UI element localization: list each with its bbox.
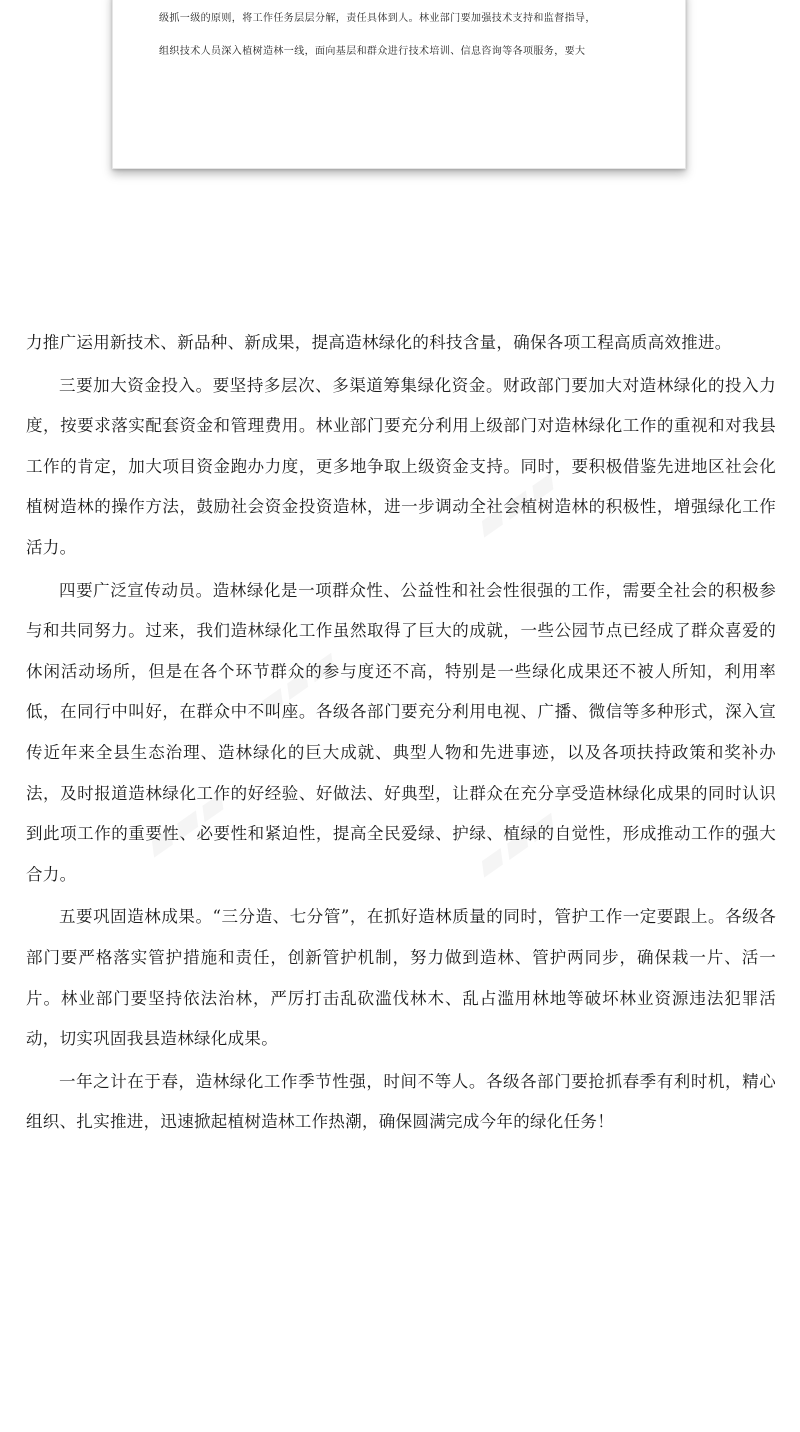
paragraph: 四要广泛宣传动员。造林绿化是一项群众性、公益性和社会性很强的工作，需要全社会的积极参与和共同努力。过来，我们造林绿化工作虽然取得了巨大的成就，一些公园节点已经成了群众喜爱的休闲活动场所，但是在各个环节群众的参与度还不高，特别是一些绿化成果还不被人所知，利用率低，在同行中叫好，在群众中不叫座。各级各部门要充分利用电视、广播、微信等多种形式，深入宣传近年来全县生态治理、造林绿化的巨大成就、典型人物和先进事迹，以及各项扶持政策和奖补办法，及时报道造林绿化工作的好经验、好做法、好典型，让群众在充分享受造林绿化成果的同时认识到此项工作的重要性、必要性和紧迫性，提高全民爱绿、护绿、植绿的自觉性，形成推动工作的强大合力。 xyxy=(26,580,776,884)
watermark: ▰▰▰ xyxy=(245,637,348,729)
document-preview-card xyxy=(112,0,686,169)
watermark: ▰▰▰ xyxy=(465,797,568,889)
document-body xyxy=(26,323,776,1145)
watermark: ▰▰▰ xyxy=(465,457,568,549)
paragraph: 五要巩固造林成果。“三分造、七分管”，在抓好造林质量的同时，管护工作一定要跟上。各级各部门要严格落实管护措施和责任，创新管护机制，努力做到造林、管护两同步，确保栽一片、活一片。林业部门要坚持依法治林，严厉打击乱砍滥伐林木、乱占滥用林地等破坏林业资源违法犯罪活动，切实巩固我县造林绿化成果。 xyxy=(26,907,776,1049)
paragraph: 三要加大资金投入。要坚持多层次、多渠道筹集绿化资金。财政部门要加大对造林绿化的投入力度，按要求落实配套资金和管理费用。林业部门要充分利用上级部门对造林绿化工作的重视和对我县工作的肯定，加大项目资金跑办力度，更多地争取上级资金支持。同时，要积极借鉴先进地区社会化植树造林的操作方法，鼓励社会资金投资造林，进一步调动全社会植树造林的积极性，增强绿化工作活力。 xyxy=(26,375,776,557)
preview-text-line: 组织技术人员深入植树造林一线，面向基层和群众进行技术培训、信息咨询等各项服务，要大 xyxy=(159,46,586,57)
paragraph: 力推广运用新技术、新品种、新成果，提高造林绿化的科技含量，确保各项工程高质高效推进。 xyxy=(26,333,732,352)
paragraph: 一年之计在于春，造林绿化工作季节性强，时间不等人。各级各部门要抢抓春季有利时机，精心组织、扎实推进，迅速掀起植树造林工作热潮，确保圆满完成今年的绿化任务！ xyxy=(26,1071,776,1132)
preview-text-line: 级抓一级的原则，将工作任务层层分解，责任具体到人。林业部门要加强技术支持和监督指导， xyxy=(159,13,596,24)
watermark: ▰▰▰ xyxy=(135,777,238,869)
